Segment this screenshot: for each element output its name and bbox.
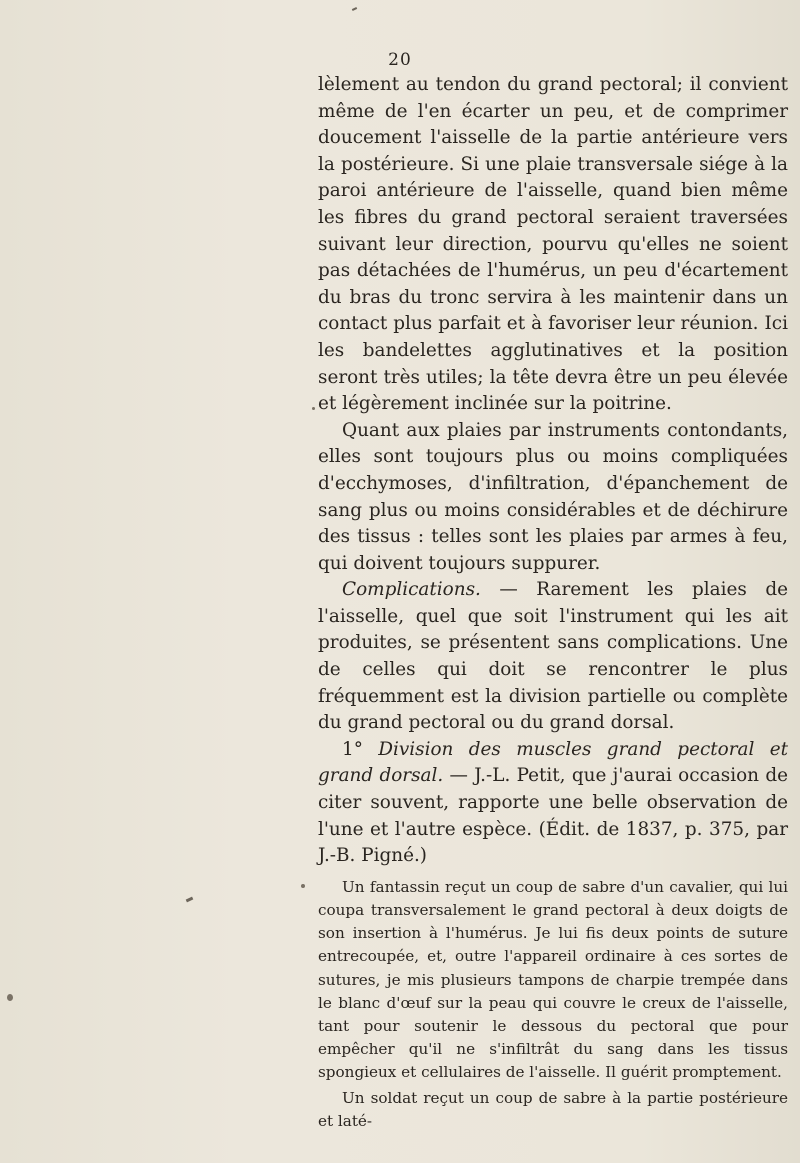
paper-speck xyxy=(301,884,305,888)
division-text: — J.-L. Petit, que j'aurai occasion de citer souvent, rapporte une belle observation de l'une et l'autre espèce. (Édit. de 1837, p. 375, par J.-B. Pigné.) xyxy=(318,765,788,867)
paper-speck xyxy=(352,7,357,11)
division-number: 1° xyxy=(342,738,379,760)
paper-speck xyxy=(312,407,315,410)
paper-speck xyxy=(186,897,194,903)
paragraph-division xyxy=(318,737,788,870)
complications-text: — Rarement les plaies de l'aisselle, quel que soit l'instrument qui les ait produites, se présentent sans complications. Une de celles qui doit se rencontrer le plus fréquemment est la division partielle ou complète du grand pectoral ou du grand dorsal. xyxy=(318,579,788,734)
paragraph-complications xyxy=(318,577,788,737)
page-number: 20 xyxy=(388,50,412,70)
body-text xyxy=(318,72,788,1133)
paragraph-2: Quant aux plaies par instruments contondants, elles sont toujours plus ou moins compliquées d'ecchymoses, d'infiltration, d'épanchement de sang plus ou moins considérables et de déchirure des tissus : telles sont les plaies par armes à feu, qui doivent toujours suppurer. xyxy=(318,419,788,574)
quoted-observation-1: Un fantassin reçut un coup de sabre d'un cavalier, qui lui coupa transversalement le grand pectoral à deux doigts de son insertion à l'humérus. Je lui fis deux points de suture entrecoupée, et, outre l'appareil ordinaire à ces sortes de sutures, je mis plusieurs tampons de charpie trempée dans le blanc d'œuf sur la peau qui couvre le creux de l'aisselle, tant pour soutenir le dessous du pectoral que pour empêcher qu'il ne s'infiltrât du sang dans les tissus spongieux et cellulaires de l'aisselle. Il guérit promptement. xyxy=(318,877,788,1082)
complications-heading: Complications. xyxy=(342,579,481,601)
division-heading: Division des muscles grand pectoral et grand dorsal. xyxy=(318,738,788,787)
quoted-observation-2: Un soldat reçut un coup de sabre à la partie postérieure et laté- xyxy=(318,1088,788,1130)
paragraph-1: lèlement au tendon du grand pectoral; il convient même de l'en écarter un peu, et de comprimer doucement l'aisselle de la partie antérieure vers la postérieure. Si une plaie transversale siége à la paroi antérieure de l'aisselle, quand bien même les fibres du grand pectoral seraient traversées suivant leur direction, pourvu qu'elles ne soient pas détachées de l'humérus, un peu d'écartement du bras du tronc servira à les maintenir dans un contact plus parfait et à favoriser leur réunion. Ici les bandelettes agglutinatives et la position seront très utiles; la tête devra être un peu élevée et légèrement inclinée sur la poitrine. xyxy=(318,74,788,415)
paper-speck xyxy=(7,994,13,1001)
